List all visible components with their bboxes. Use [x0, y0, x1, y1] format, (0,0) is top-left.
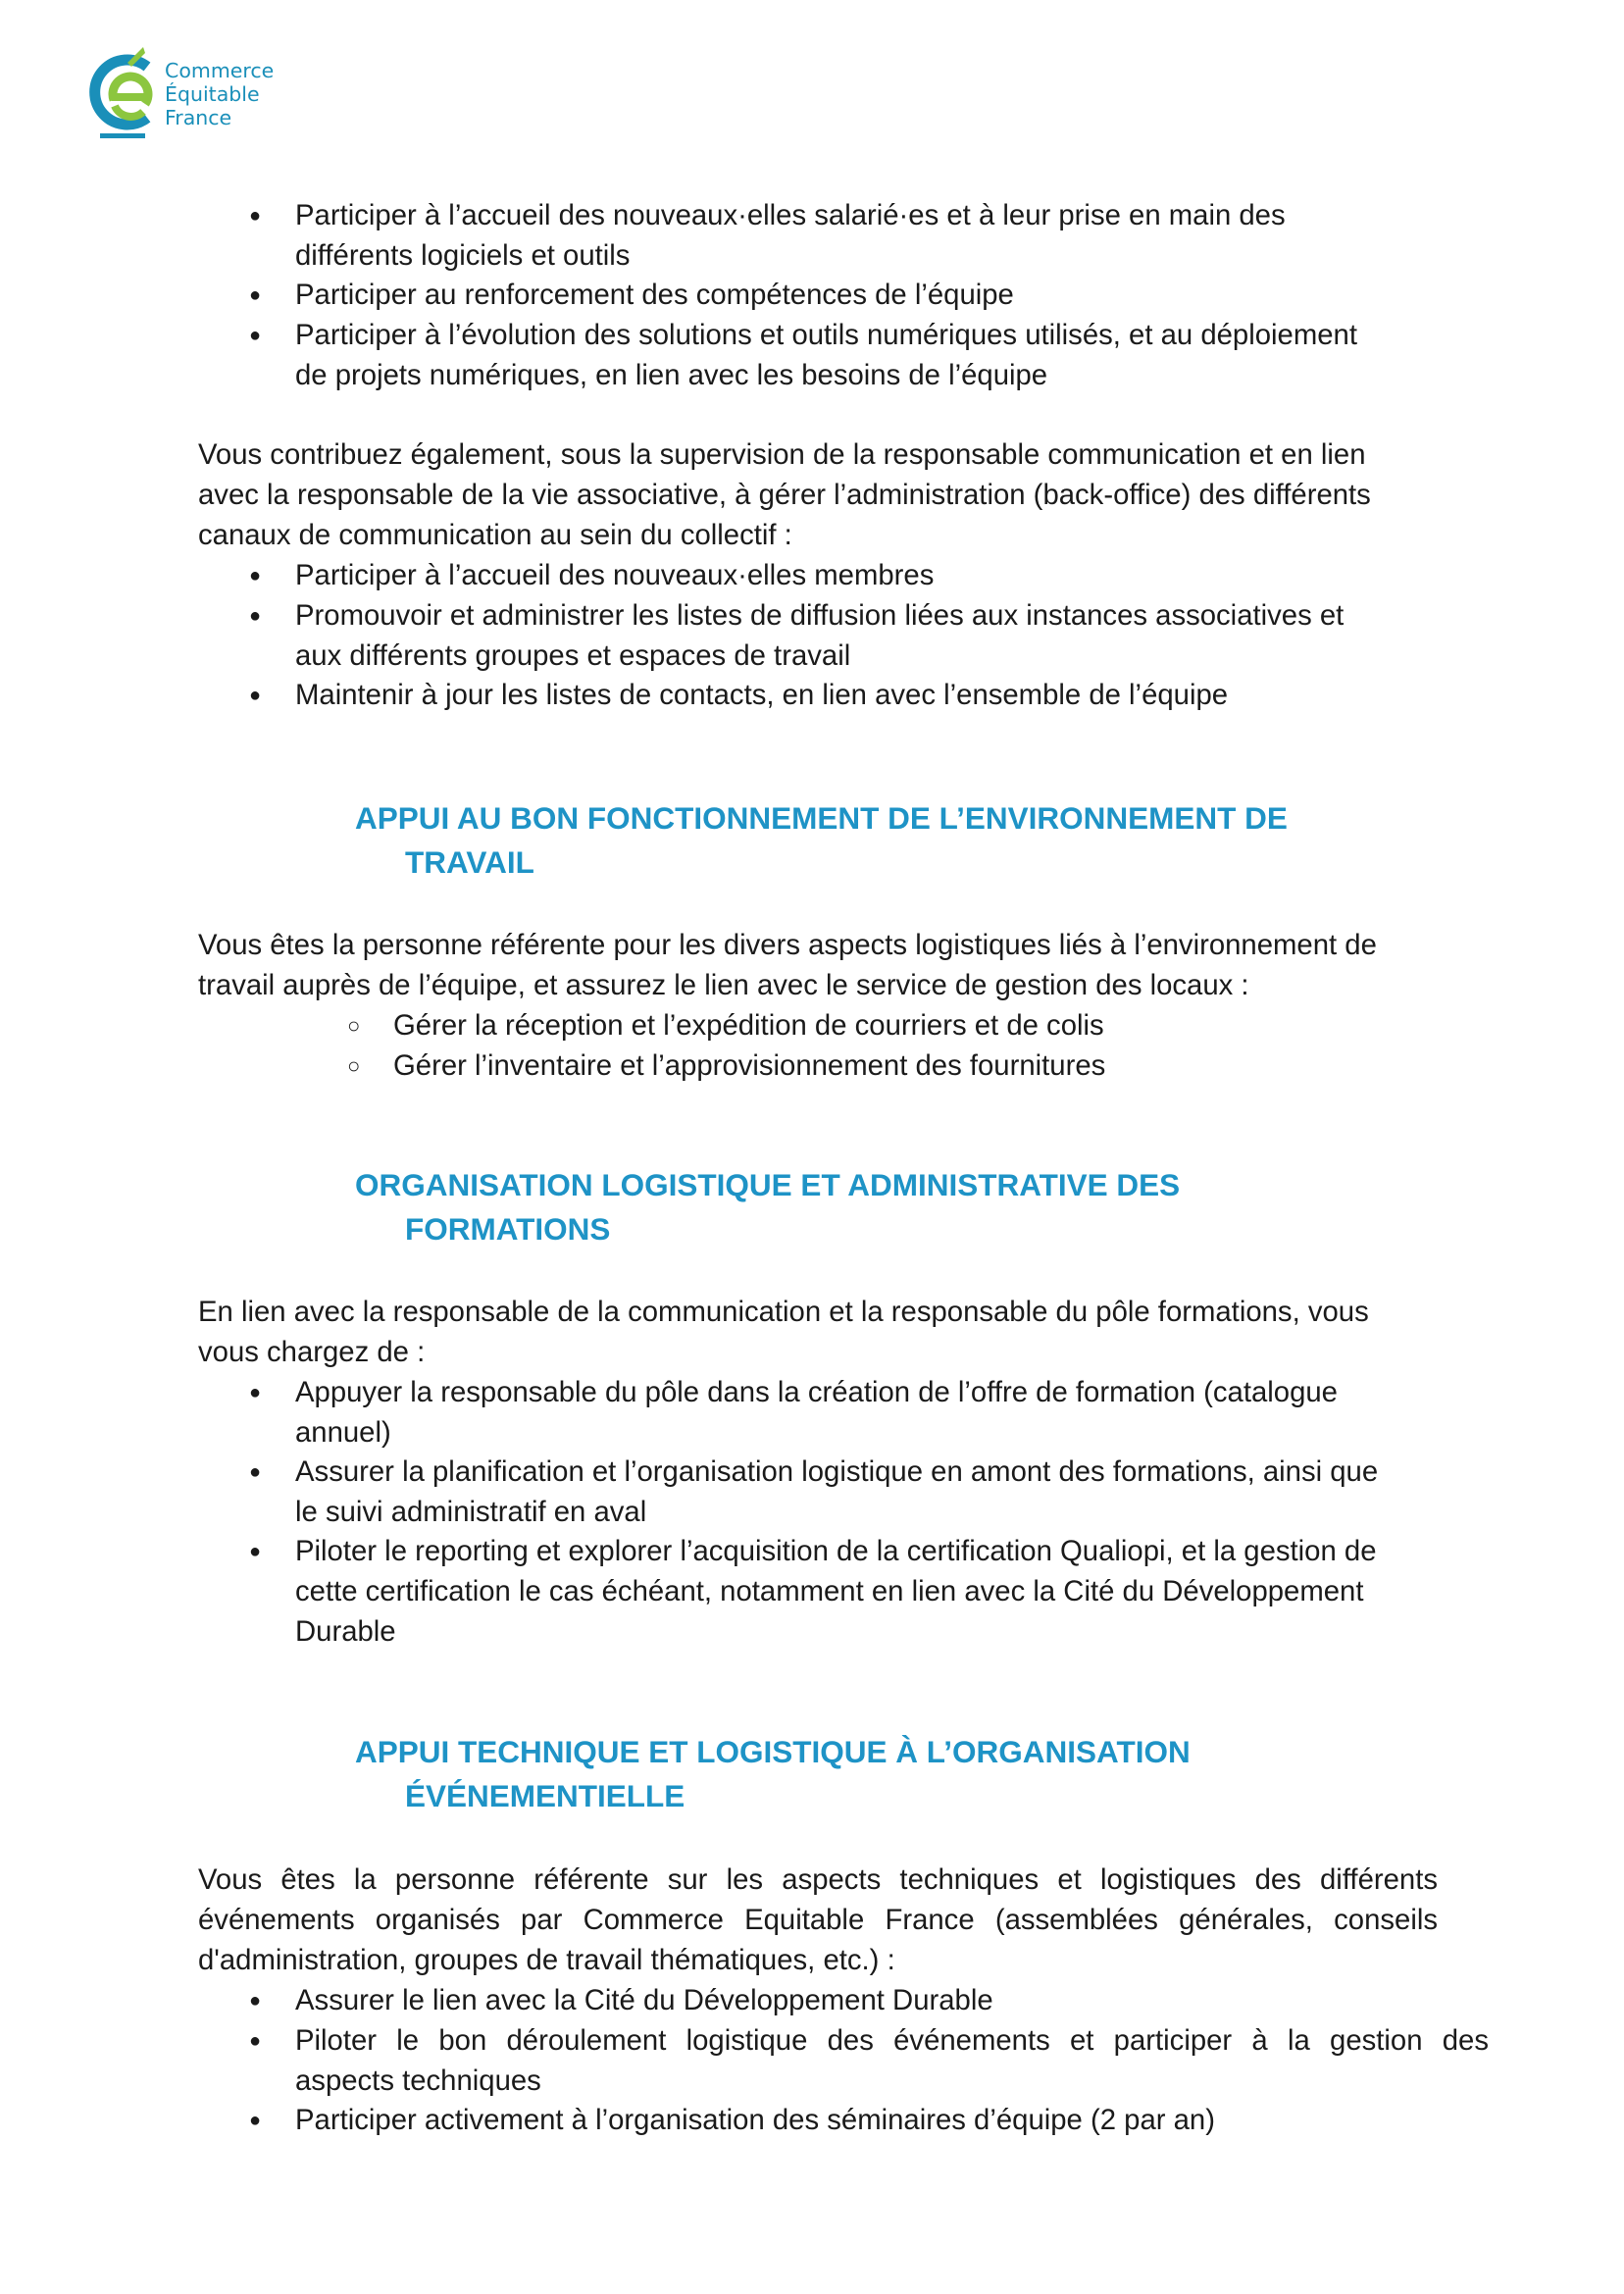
list-item-line: Gérer l’inventaire et l’approvisionnement des fournitures — [393, 1049, 1106, 1082]
paragraph-line: En lien avec la responsable de la communication et la responsable du pôle formations, vous — [198, 1296, 1369, 1328]
list-item-line: aspects techniques — [295, 2064, 541, 2097]
bullet-marker: ● — [249, 1382, 262, 1403]
section-heading — [355, 1730, 1191, 1818]
paragraph-line: travail auprès de l’équipe, et assurez le lien avec le service de gestion des locaux : — [198, 968, 1249, 1001]
list-item-line: de projets numériques, en lien avec les besoins de l’équipe — [295, 358, 1048, 391]
list-item-line: Promouvoir et administrer les listes de diffusion liées aux instances associatives et — [295, 599, 1345, 632]
bullet-marker: ● — [249, 284, 262, 306]
paragraph-line: Vous contribuez également, sous la supervision de la responsable communication et en lien — [198, 438, 1366, 471]
circle-marker: ○ — [347, 1013, 361, 1038]
paragraph-line: Vous êtes la personne référente sur les aspects techniques et logistiques des différents — [198, 1863, 1438, 1896]
bullet-marker: ● — [249, 2030, 262, 2052]
list-item-line: Piloter le reporting et explorer l’acquisition de la certification Qualiopi, et la gestion de — [295, 1535, 1377, 1567]
heading-line: APPUI TECHNIQUE ET LOGISTIQUE À L’ORGANISATION — [355, 1734, 1191, 1769]
list-item-line: Participer à l’évolution des solutions et outils numériques utilisés, et au déploiement — [295, 319, 1357, 351]
list-item-line: Appuyer la responsable du pôle dans la création de l’offre de formation (catalogue — [295, 1376, 1338, 1408]
logo-line-2: Équitable — [165, 82, 260, 106]
section-heading — [355, 1163, 1180, 1251]
bullet-marker: ● — [249, 205, 262, 227]
logo-line-1: Commerce — [165, 59, 275, 82]
heading-line: TRAVAIL — [405, 844, 534, 880]
logo-line-3: France — [165, 106, 232, 129]
paragraph — [198, 1861, 1438, 1980]
list-item-line: différents logiciels et outils — [295, 238, 631, 272]
list-item-line: aux différents groupes et espaces de travail — [295, 638, 851, 672]
bullet-marker: ● — [249, 1461, 262, 1483]
circle-marker: ○ — [347, 1053, 361, 1078]
paragraph-line: vous chargez de : — [198, 1335, 426, 1368]
paragraph — [198, 435, 1444, 555]
list-item-line: Assurer la planification et l’organisation logistique en amont des formations, ainsi que — [295, 1455, 1379, 1488]
heading-line: APPUI AU BON FONCTIONNEMENT DE L’ENVIRONNEMENT DE — [355, 800, 1288, 836]
bullet-marker: ● — [249, 325, 262, 346]
bullet-marker: ● — [249, 1541, 262, 1562]
bullet-marker: ● — [249, 605, 262, 627]
logo-mark — [84, 43, 173, 141]
bullet-marker: ● — [249, 565, 262, 586]
list-item-line: le suivi administratif en aval — [295, 1495, 647, 1528]
list-item-line: Participer à l’accueil des nouveaux·elles salarié·es et à leur prise en main des — [295, 199, 1286, 231]
list-item-line: Participer activement à l’organisation des séminaires d’équipe (2 par an) — [295, 2104, 1215, 2136]
list-item-line: annuel) — [295, 1415, 391, 1449]
bullet-marker: ● — [249, 1990, 262, 2012]
heading-line: ÉVÉNEMENTIELLE — [405, 1778, 685, 1813]
paragraph — [198, 926, 1444, 1006]
heading-line: FORMATIONS — [405, 1211, 611, 1247]
list-item-line: Piloter le bon déroulement logistique des événements et participer à la gestion des — [295, 2024, 1489, 2057]
paragraph-line: événements organisés par Commerce Equitable France (assemblées générales, conseils — [198, 1903, 1438, 1936]
bullet-marker: ● — [249, 685, 262, 706]
paragraph-line: canaux de communication au sein du collectif : — [198, 518, 792, 551]
section-heading — [355, 796, 1288, 885]
paragraph-line: d'administration, groupes de travail thématiques, etc.) : — [198, 1943, 895, 1976]
list-item-line: Gérer la réception et l’expédition de courriers et de colis — [393, 1009, 1104, 1042]
list-item-line: Participer à l’accueil des nouveaux·elles membres — [295, 559, 935, 591]
heading-line: ORGANISATION LOGISTIQUE ET ADMINISTRATIVE DES — [355, 1167, 1181, 1202]
list-item-line: Participer au renforcement des compétences de l’équipe — [295, 279, 1014, 311]
paragraph-line: Vous êtes la personne référente pour les divers aspects logistiques liés à l’environnement de — [198, 929, 1377, 961]
list-item-line: Durable — [295, 1614, 396, 1648]
paragraph — [198, 1293, 1444, 1373]
bullet-marker: ● — [249, 2110, 262, 2131]
list-item-line: Maintenir à jour les listes de contacts, en lien avec l’ensemble de l’équipe — [295, 679, 1229, 711]
paragraph-line: avec la responsable de la vie associative, à gérer l’administration (back-office) des différents — [198, 478, 1371, 511]
logo-wordmark — [165, 59, 274, 129]
list-item-line: Assurer le lien avec la Cité du Développement Durable — [295, 1984, 993, 2016]
list-item-line: cette certification le cas échéant, notamment en lien avec la Cité du Développement — [295, 1574, 1364, 1607]
